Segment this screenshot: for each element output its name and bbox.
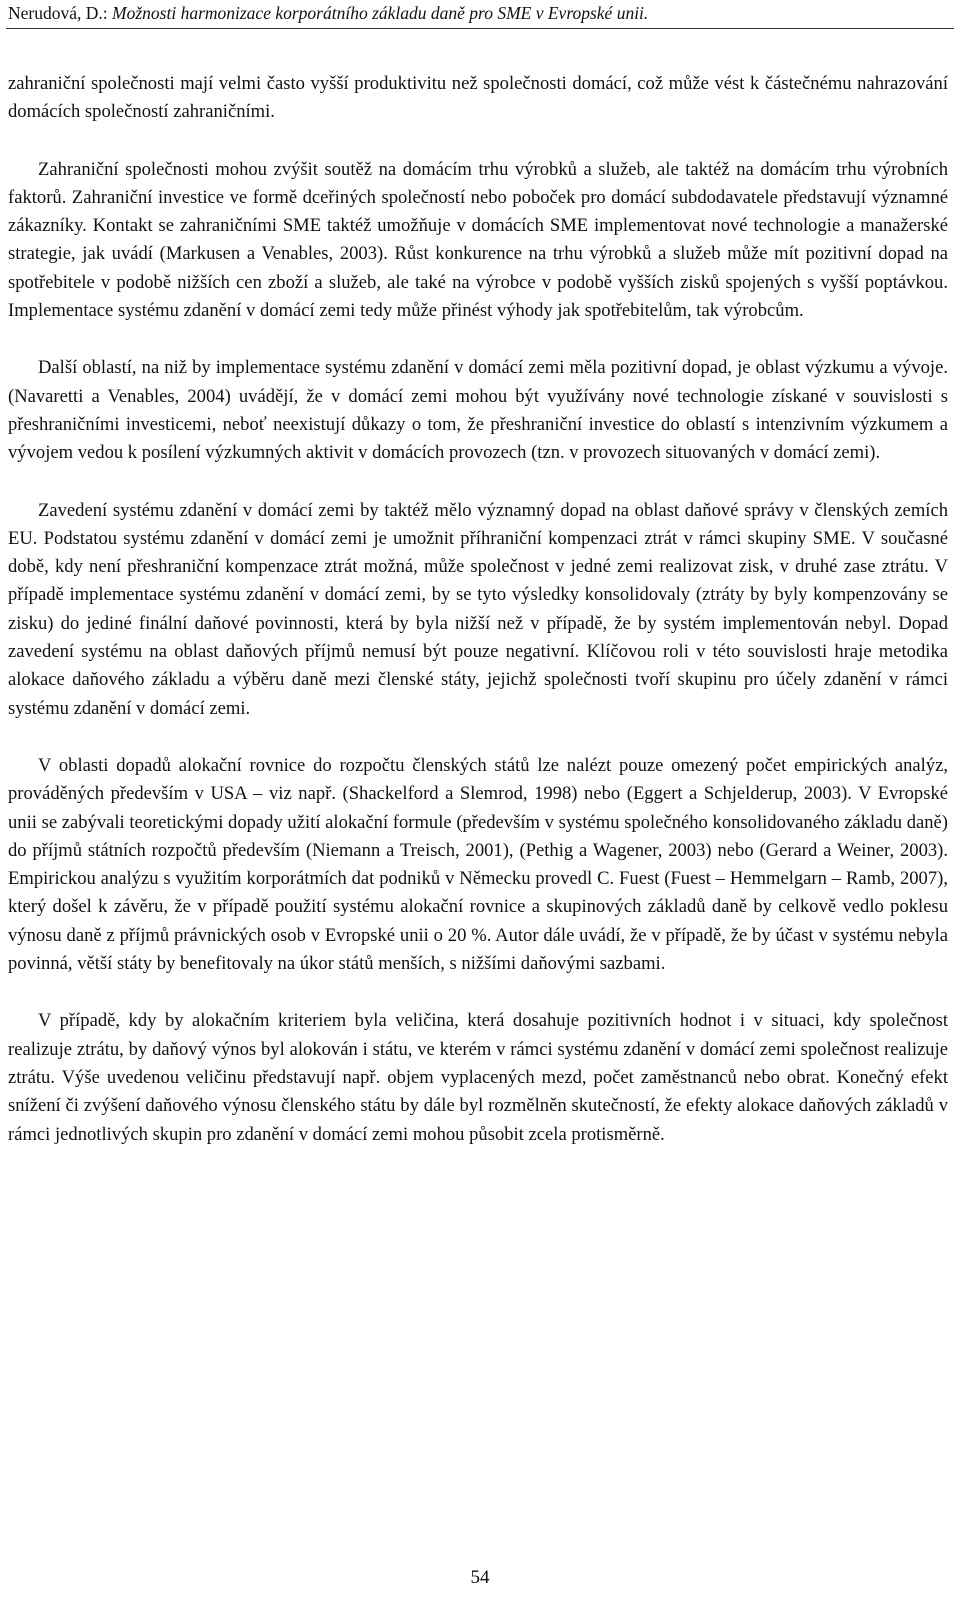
paragraph-5: V oblasti dopadů alokační rovnice do rozpočtu členských států lze nalézt pouze omezený počet empirických analýz, prováděných především v USA – viz např. (Shackelford a Slemrod, 1998) nebo (Eggert a Schjelderup, 2003). V Evropské unii se zabývali teoretickými dopady užití alokační formule (především v systému společného konsolidovaného základu daně) do příjmů státních rozpočtů především (Niemann a Treisch, 2001), (Pethig a Wagener, 2003) nebo (Gerard a Weiner, 2003). Empirickou analýzu s využitím korporátmích dat podniků v Německu provedl C. Fuest (Fuest – Hemmelgarn – Ramb, 2007), který došel k závěru, že v případě použití systému alokační rovnice a skupinových základů daně by celkově vedlo poklesu výnosu daně z příjmů právnických osob v Evropské unii o 20 %. Autor dále uvádí, že v případě, že by účast v systému nebyla povinná, větší státy by benefitovaly na úkor států menších, s nižšími daňovými sazbami. (8, 754, 948, 975)
paragraph-1: zahraniční společnosti mají velmi často vyšší produktivitu než společnosti domácí, což může vést k částečnému nahrazování domácích společností zahraničními. (8, 73, 948, 123)
header-author: Nerudová, D.: (8, 3, 113, 23)
paragraph-2: Zahraniční společnosti mohou zvýšit soutěž na domácím trhu výrobků a služeb, ale taktéž na domácím trhu výrobních faktorů. Zahraniční investice ve formě dceřiných společností nebo poboček pro domácí subdodavatele představují významné zákazníky. Kontakt se zahraničními SME taktéž umožňuje v domácích SME implementovat nové technologie a manažerské strategie, jak uvádí (Markusen a Venables, 2003). Růst konkurence na trhu výrobků a služeb může mít pozitivní dopad na spotřebitele v podobě nižších cen zboží a služeb, ale také na výrobce v podobě vyšších zisků spojených s vyšší poptávkou. Implementace systému zdanění v domácí zemi tedy může přinést výhody jak spotřebitelům, tak výrobcům. (8, 158, 948, 322)
body-text (8, 70, 948, 1178)
page-number: 54 (470, 1567, 490, 1588)
header-title: Možnosti harmonizace korporátního základu daně pro SME v Evropské unii. (112, 3, 649, 23)
paragraph-4: Zavedení systému zdanění v domácí zemi by taktéž mělo významný dopad na oblast daňové správy v členských zemích EU. Podstatou systému zdanění v domácí zemi je umožnit příhraniční kompenzaci ztrát v rámci skupiny SME. V současné době, kdy není přeshraniční kompenzace ztrát možná, může společnost v jedné zemi realizovat zisk, v druhé zase ztrátu. V případě implementace systému zdanění v domácí zemi, by se tyto výsledky konsolidovaly (ztráty by byly kompenzovány se zisku) do jediné finální daňové povinnosti, která by byla nižší než v případě, že by systém implementován nebyl. Dopad zavedení systému na oblast daňových příjmů nemusí být pouze negativní. Klíčovou roli v této souvislosti hraje metodika alokace daňového základu a výběru daně mezi členské státy, jejichž společnosti tvoří skupinu pro účely zdanění v rámci systému zdanění v domácí zemi. (8, 499, 948, 719)
running-header (8, 2, 952, 24)
paragraph-3: Další oblastí, na niž by implementace systému zdanění v domácí zemi měla pozitivní dopad, je oblast výzkumu a vývoje. (Navaretti a Venables, 2004) uvádějí, že v domácí zemi mohou být využívány nové technologie získané v souvislosti s přeshraničními investicemi, neboť neexistují důkazy o tom, že přeshraniční investice do oblastí s intenzivním výzkumem a vývojem vedou k posílení výzkumných aktivit v domácích provozech (tzn. v provozech situovaných v domácí zemi). (8, 357, 948, 464)
header-divider (6, 28, 954, 29)
paragraph-6: V případě, kdy by alokačním kriteriem byla veličina, která dosahuje pozitivních hodnot i v situaci, kdy společnost realizuje ztrátu, by daňový výnos byl alokován i státu, ve kterém v rámci systému zdanění v domácí zemi společnost realizuje ztrátu. Výše uvedenou veličinu představují např. objem vyplacených mezd, počet zaměstnanců nebo obrat. Konečný efekt snížení či zvýšení daňového výnosu členského státu by dále byl rozmělněn skutečností, že efekty alokace daňových základů v rámci jednotlivých skupin pro zdanění v domácí zemi mohou působit zcela protisměrně. (8, 1010, 948, 1145)
